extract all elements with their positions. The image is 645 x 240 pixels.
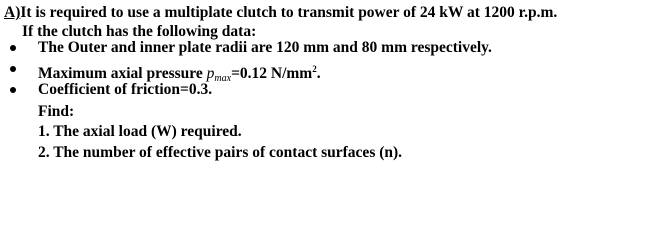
data-item-friction: Coefficient of friction=0.3.	[38, 81, 213, 98]
data-item-radii: The Outer and inner plate radii are 120 mm and 80 mm respectively.	[38, 39, 492, 56]
problem-marker: A)	[4, 4, 21, 21]
problem-intro: It is required to use a multiplate clutch to transmit power of 24 kW at 1200 r.p.m.	[20, 4, 558, 21]
pressure-subscript: max	[214, 73, 232, 84]
condition-text: If the clutch has the following data:	[22, 23, 257, 40]
pressure-end: .	[316, 65, 321, 82]
problem-heading	[4, 3, 557, 23]
bullet-icon	[10, 87, 16, 93]
pressure-value: =0.12 N/mm	[231, 65, 313, 82]
bullet-icon	[10, 45, 16, 51]
find-item-axial-load: 1. The axial load (W) required.	[38, 123, 242, 140]
bullet-icon	[10, 66, 16, 72]
pressure-label: Maximum axial pressure	[38, 65, 203, 82]
find-heading: Find:	[38, 103, 75, 120]
find-item-contact-pairs: 2. The number of effective pairs of contact surfaces (n).	[38, 144, 403, 161]
pressure-exponent: 2	[312, 64, 317, 74]
pressure-symbol: p	[206, 65, 215, 82]
